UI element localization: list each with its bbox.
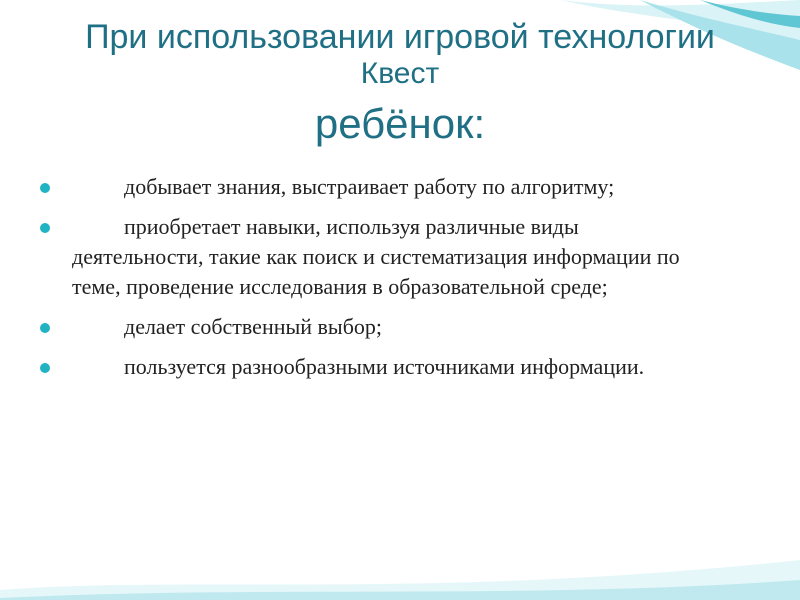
bullet-item — [40, 172, 690, 202]
bullet-text: пользуется разнообразными источниками информации. — [124, 354, 645, 379]
bullet-dot-icon — [40, 363, 50, 373]
slide-title — [40, 18, 760, 150]
bullet-dot-icon — [40, 323, 50, 333]
title-line-1: При использовании игровой технологии — [85, 18, 715, 56]
bullet-dot-icon — [40, 183, 50, 193]
title-line-2: Квест — [360, 57, 440, 90]
bullet-dot-icon — [40, 223, 50, 233]
title-line-3: ребёнок: — [314, 100, 486, 147]
bullet-item — [40, 312, 690, 342]
bullet-text: приобретает навыки, используя различные виды деятельности, такие как поиск и систематизация информации по теме, проведение исследования в образовательной среде; — [72, 214, 680, 299]
bullet-item — [40, 212, 690, 302]
bullet-item — [40, 352, 690, 382]
bullet-text: добывает знания, выстраивает работу по алгоритму; — [124, 174, 615, 199]
bullet-text: делает собственный выбор; — [124, 314, 383, 339]
bullet-list — [40, 172, 690, 392]
